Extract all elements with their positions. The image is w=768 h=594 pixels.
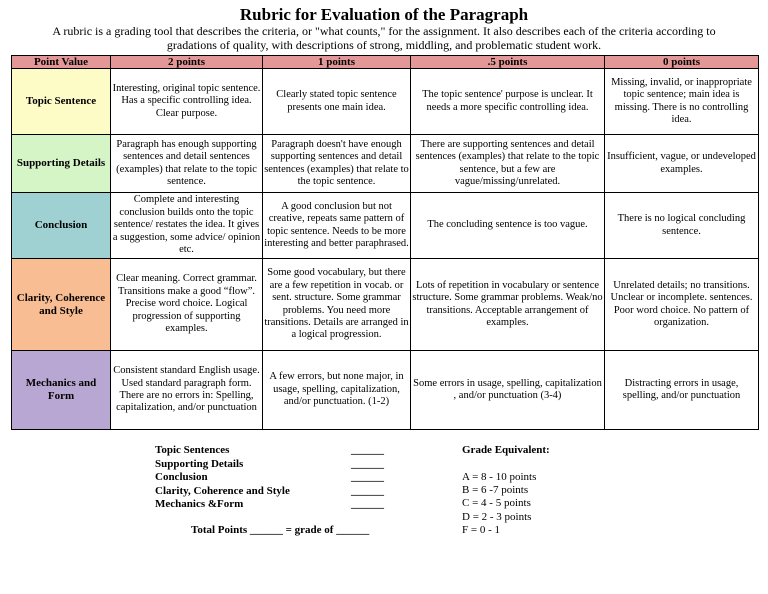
table-row	[12, 193, 759, 259]
cell-mechanics-0: Distracting errors in usage, spelling, and/or punctuation	[605, 351, 759, 430]
score-line-clarity	[155, 485, 395, 499]
row-label-clarity: Clarity, Coherence and Style	[12, 259, 111, 351]
cell-clarity-2: Clear meaning. Correct grammar. Transitions make a good “flow”. Precise word choice. Logical progression of supporting examples.	[111, 259, 263, 351]
cell-clarity-0: Unrelated details; no transitions. Unclear or incomplete. sentences. Poor word choice. No pattern of organization.	[605, 259, 759, 351]
score-label: Mechanics &Form	[155, 498, 244, 510]
cell-conclusion-half: The concluding sentence is too vague.	[411, 193, 605, 259]
grade-item: C = 4 - 5 points	[462, 497, 531, 510]
row-label-supporting-details: Supporting Details	[12, 135, 111, 193]
cell-mechanics-half: Some errors in usage, spelling, capitalization , and/or punctuation (3-4)	[411, 351, 605, 430]
row-label-conclusion: Conclusion	[12, 193, 111, 259]
score-label: Topic Sentences	[155, 444, 230, 456]
cell-topic-1: Clearly stated topic sentence presents one main idea.	[263, 69, 411, 135]
cell-mechanics-2: Consistent standard English usage. Used standard paragraph form. There are no errors in: Spelling, capitalization, and/or punctuation	[111, 351, 263, 430]
grade-item: F = 0 - 1	[462, 523, 500, 536]
score-blank: ______	[351, 457, 384, 470]
cell-supporting-0: Insufficient, vague, or undeveloped examples.	[605, 135, 759, 193]
score-label: Supporting Details	[155, 457, 244, 470]
cell-supporting-1: Paragraph doesn't have enough supporting sentences and detail sentences (examples) that relate to the topic sentence.	[263, 135, 411, 193]
total-points-blank: ______	[249, 524, 283, 536]
score-label: Conclusion	[155, 471, 208, 483]
header-row	[12, 56, 759, 69]
rubric-table	[11, 55, 759, 430]
table-row	[12, 69, 759, 135]
page-title: Rubric for Evaluation of the Paragraph	[239, 5, 529, 24]
row-label-topic-sentence: Topic Sentence	[12, 69, 111, 135]
total-points-line	[191, 524, 369, 537]
row-label-mechanics: Mechanics and Form	[12, 351, 111, 430]
grade-equivalent-list	[462, 471, 536, 537]
grade-item: A = 8 - 10 points	[462, 471, 537, 483]
grade-of-blank: ______	[336, 524, 370, 536]
cell-topic-0: Missing, invalid, or inappropriate topic sentence; main idea is missing. There is no controlling idea.	[605, 69, 759, 135]
score-line-supporting	[155, 458, 395, 472]
grade-equivalent-title: Grade Equivalent:	[462, 444, 550, 456]
score-blank: ______	[351, 471, 384, 483]
cell-supporting-half: There are supporting sentences and detail sentences (examples) that relate to the topic sentence, but a few are vague/missing/unrelated.	[411, 135, 605, 193]
score-label: Clarity, Coherence and Style	[155, 484, 290, 497]
header-1-points: 1 points	[263, 56, 411, 69]
cell-clarity-half: Lots of repetition in vocabulary or sentence structure. Some grammar problems. Weak/no transitions. Acceptable arrangement of examples.	[411, 259, 605, 351]
intro-text: A rubric is a grading tool that describes the criteria, or "what counts," for the assignment. It also describes each of the criteria according to gradations of quality, with descriptions of strong, middling, and problematic student work.	[52, 24, 716, 52]
cell-mechanics-1: A few errors, but none major, in usage, spelling, capitalization, and/or punctuation. (1-2)	[263, 351, 411, 430]
cell-topic-half: The topic sentence' purpose is unclear. It needs a more specific controlling idea.	[411, 69, 605, 135]
header-half-points: .5 points	[411, 56, 605, 69]
grade-item: D = 2 - 3 points	[462, 510, 532, 523]
table-row	[12, 135, 759, 193]
total-points-label: Total Points	[191, 524, 248, 536]
grade-of-label: = grade of	[285, 524, 334, 536]
score-totals	[155, 444, 395, 512]
cell-conclusion-0: There is no logical concluding sentence.	[605, 193, 759, 259]
header-2-points: 2 points	[111, 56, 263, 69]
cell-conclusion-2: Complete and interesting conclusion builds onto the topic sentence/ restates the idea. It gives a suggestion, some advice/ opinion etc.	[111, 193, 263, 259]
score-line-conclusion	[155, 471, 395, 485]
score-blank: ______	[351, 484, 384, 497]
header-point-value: Point Value	[12, 56, 111, 69]
cell-topic-2: Interesting, original topic sentence. Has a specific controlling idea. Clear purpose.	[111, 69, 263, 135]
score-line-topic	[155, 444, 395, 458]
score-blank: ______	[351, 444, 384, 456]
score-blank: ______	[351, 498, 384, 510]
grade-item: B = 6 -7 points	[462, 484, 529, 497]
cell-supporting-2: Paragraph has enough supporting sentences and detail sentences (examples) that relate to the topic sentence.	[111, 135, 263, 193]
header-0-points: 0 points	[605, 56, 759, 69]
score-line-mechanics	[155, 498, 395, 512]
cell-conclusion-1: A good conclusion but not creative, repeats same pattern of topic sentence. Needs to be more interesting and better paraphrased.	[263, 193, 411, 259]
cell-clarity-1: Some good vocabulary, but there are a few repetition in vocab. or sent. structure. Some grammar problems. You need more transitions. Details are arranged in a logical progression.	[263, 259, 411, 351]
table-row	[12, 259, 759, 351]
table-row	[12, 351, 759, 430]
